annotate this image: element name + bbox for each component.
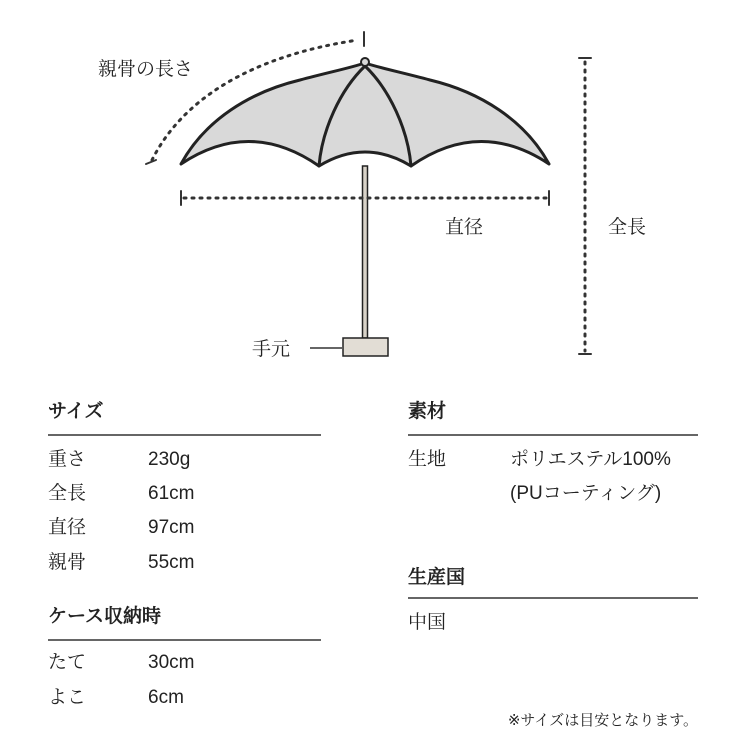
rib-length-label: 親骨の長さ xyxy=(98,59,194,80)
size-disclaimer-note: ※サイズは目安となります。 xyxy=(507,712,698,729)
handle-label: 手元 xyxy=(252,339,291,360)
spec-value: (PUコーティング) xyxy=(510,483,662,504)
spec-label: 直径 xyxy=(48,517,87,538)
spec-label: よこ xyxy=(48,687,87,708)
material-heading: 素材 xyxy=(408,401,447,422)
total-length-label: 全長 xyxy=(608,217,647,238)
shaft xyxy=(363,166,368,338)
material-divider xyxy=(408,434,698,436)
spec-value: 6cm xyxy=(148,687,184,708)
origin-value: 中国 xyxy=(408,612,447,633)
spec-value: ポリエステル100% xyxy=(510,449,671,470)
spec-label: 親骨 xyxy=(48,552,87,573)
origin-divider xyxy=(408,597,698,599)
spec-value: 55cm xyxy=(148,552,195,573)
canopy-tip xyxy=(361,58,369,66)
case-heading: ケース収納時 xyxy=(48,606,162,627)
spec-label: 重さ xyxy=(48,449,87,470)
spec-value: 61cm xyxy=(148,483,195,504)
handle xyxy=(343,338,388,356)
spec-value: 30cm xyxy=(148,652,195,673)
spec-value: 97cm xyxy=(148,517,195,538)
spec-label: たて xyxy=(48,652,87,673)
size-divider xyxy=(48,434,321,436)
diameter-label: 直径 xyxy=(445,217,484,238)
spec-value: 230g xyxy=(148,449,191,470)
spec-label: 全長 xyxy=(48,483,87,504)
size-heading: サイズ xyxy=(48,401,104,422)
case-divider xyxy=(48,639,321,641)
spec-label: 生地 xyxy=(408,449,447,470)
origin-heading: 生産国 xyxy=(408,567,466,588)
